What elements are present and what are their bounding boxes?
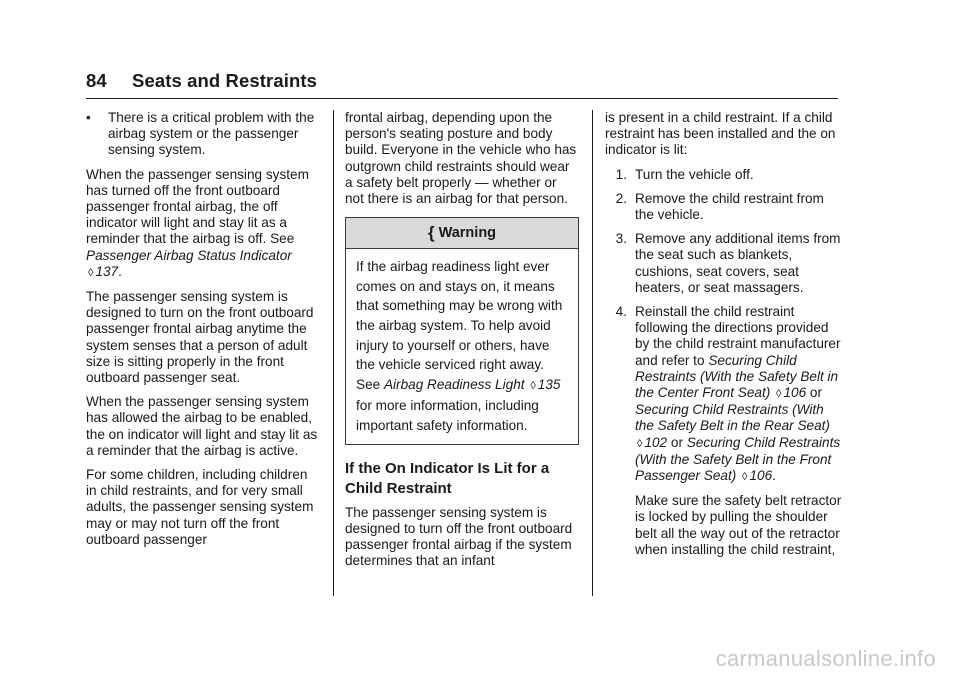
step-text	[635, 304, 843, 485]
warning-text: for more information, including important safety information.	[356, 398, 539, 433]
step-text: Remove any additional items from the seat such as blankets, cushions, seat covers, seat heaters, or seat massagers.	[635, 231, 841, 295]
section-title: Seats and Restraints	[132, 70, 318, 91]
watermark: carmanualsonline.info	[715, 646, 936, 671]
list-item	[605, 191, 843, 223]
paragraph: is present in a child restraint. If a child restraint has been installed and the on indicator is lit:	[605, 110, 836, 158]
xref-icon: ◊	[742, 471, 748, 484]
bullet-item	[86, 110, 320, 159]
xref-link[interactable]: Passenger Airbag Status Indicator	[86, 247, 292, 263]
step-text: Turn the vehicle off.	[635, 166, 754, 182]
column-1	[86, 110, 320, 556]
xref-icon: ◊	[637, 437, 643, 450]
xref-page[interactable]: 137	[95, 263, 119, 279]
warning-body	[346, 249, 578, 443]
bullet-text: There is a critical problem with the airbag system or the passenger sensing system.	[108, 110, 315, 158]
xref-icon: ◊	[530, 379, 536, 392]
section-heading: If the On Indicator Is Lit for a Child Restraint	[345, 459, 550, 497]
xref-icon: ◊	[776, 388, 782, 401]
step-number: 3.	[615, 231, 627, 247]
paragraph-text: When the passenger sensing system has turned off the front outboard passenger frontal airbag, the off indicator will light and stay lit as a reminder that the airbag is off. See	[86, 166, 309, 247]
xref-link[interactable]: Securing Child Restraints (With the Safety Belt in the Center Front Seat)	[635, 352, 839, 401]
warning-title: Warning	[438, 225, 497, 242]
xref-page[interactable]: 102	[644, 434, 668, 450]
column-2	[345, 110, 579, 577]
list-item	[605, 231, 843, 296]
step-number: 1.	[615, 166, 627, 182]
punctuation: .	[772, 468, 776, 484]
xref-page[interactable]: 106	[783, 385, 807, 401]
paragraph: frontal airbag, depending upon the person's seating posture and body build. Everyone in the vehicle who has outgrown child restraints should wear a safety belt properly — whether or not there is an airbag for that person.	[345, 110, 577, 207]
column-3	[605, 110, 843, 566]
header-rule	[86, 98, 838, 99]
xref-page[interactable]: 135	[537, 376, 561, 392]
list-item	[605, 167, 843, 183]
warning-header	[346, 218, 578, 249]
punctuation: .	[118, 263, 122, 279]
paragraph: For some children, including children in child restraints, and for very small adults, the passenger sensing system may or may not turn off the front outboard passenger	[86, 467, 314, 547]
warning-icon: {	[427, 223, 435, 243]
step-text-part: Reinstall the child restraint following the directions provided by the child restraint manufacturer and refer to	[635, 304, 841, 368]
paragraph: The passenger sensing system is designed to turn on the front outboard passenger frontal airbag anytime the system senses that a person of adult size is sitting properly in the front outboard passenger seat.	[86, 289, 314, 386]
xref-link[interactable]: Securing Child Restraints (With the Safety Belt in the Front Passenger Seat)	[635, 434, 841, 484]
step-number: 2.	[615, 190, 627, 206]
bullet-mark: •	[86, 110, 91, 125]
xref-link[interactable]: Securing Child Restraints (With the Safety Belt in the Rear Seat)	[635, 402, 830, 434]
xref-page[interactable]: 106	[749, 468, 773, 484]
column-divider	[592, 110, 593, 596]
warning-box	[345, 217, 579, 444]
page-header	[86, 70, 317, 92]
xref-link[interactable]: Airbag Readiness Light	[383, 376, 525, 392]
paragraph	[86, 167, 320, 281]
list-item	[605, 304, 843, 485]
column-divider	[333, 110, 334, 596]
paragraph: Make sure the safety belt retractor is locked by pulling the shoulder belt all the way out of the retractor when installing the child restraint,	[635, 493, 842, 557]
step-text-part: or	[806, 385, 823, 401]
page-number: 84	[86, 70, 107, 91]
step-number: 4.	[615, 304, 627, 320]
warning-text: If the airbag readiness light ever comes on and stays on, it means that something may be wrong with the airbag system. To help avoid injury to yourself or others, have the vehicle serviced right away. See	[356, 259, 563, 392]
step-text: Remove the child restraint from the vehicle.	[635, 190, 824, 223]
paragraph: The passenger sensing system is designed to turn off the front outboard passenger frontal airbag if the system determines that an infant	[345, 504, 573, 569]
paragraph: When the passenger sensing system has allowed the airbag to be enabled, the on indicator will light and stay lit as a reminder that the airbag is active.	[86, 394, 318, 458]
step-text-part: or	[667, 434, 687, 450]
xref-icon: ◊	[88, 266, 94, 279]
